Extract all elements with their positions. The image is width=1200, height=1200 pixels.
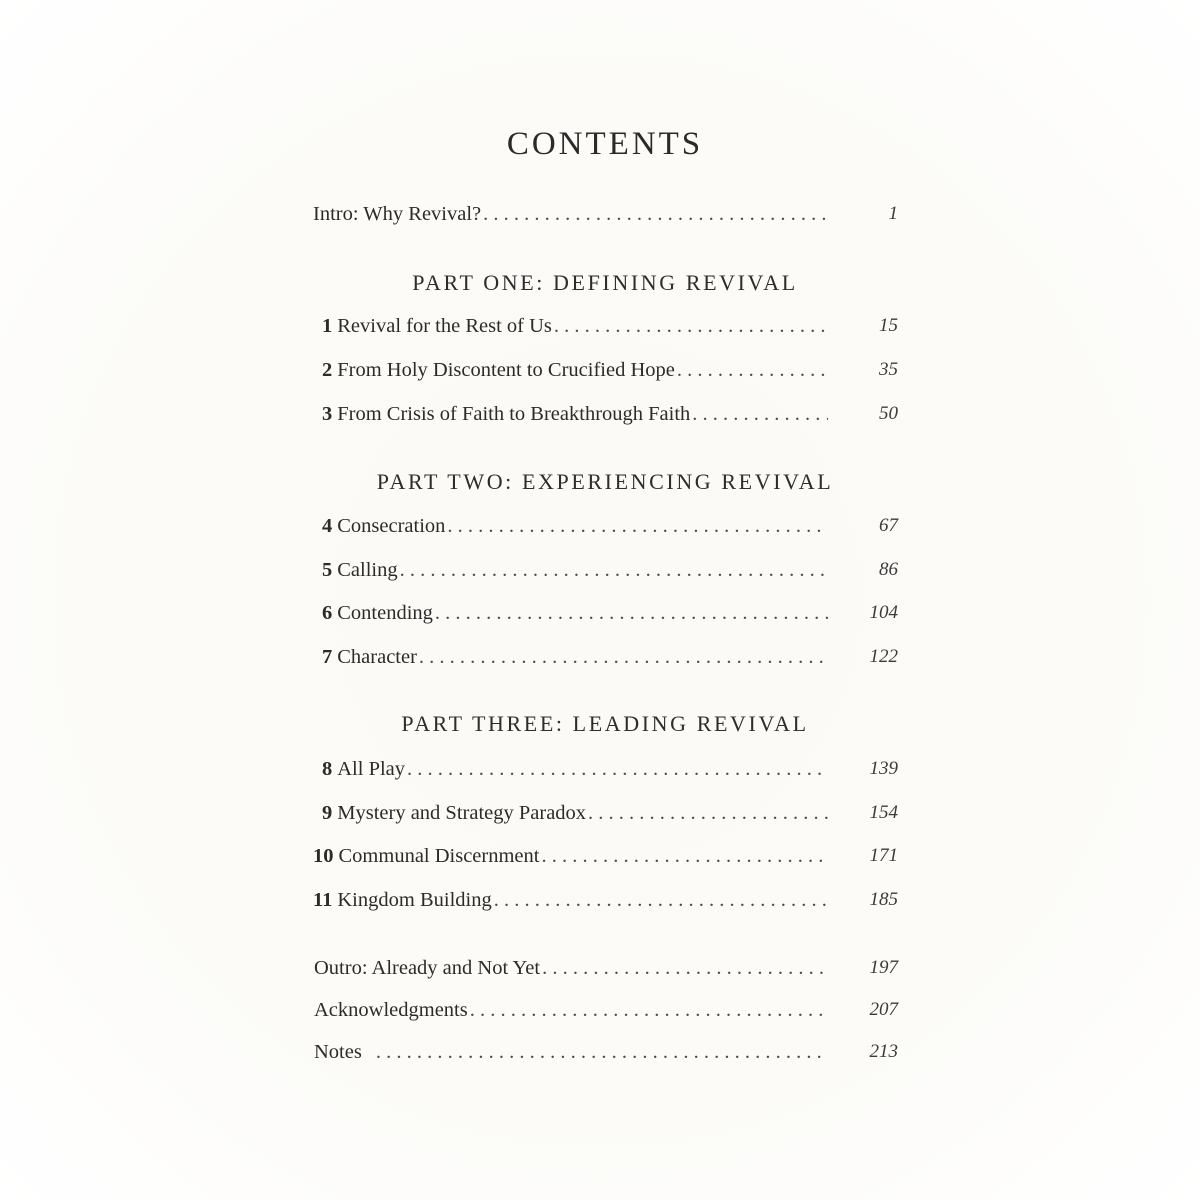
chapter-number: 5 — [322, 559, 333, 581]
dot-leader — [435, 602, 828, 625]
toc-entry-chapter-7 — [322, 646, 898, 674]
contents-title: CONTENTS — [506, 126, 704, 162]
part-three-heading: PART THREE: LEADING REVIVAL — [401, 711, 809, 736]
part-two-heading: PART TWO: EXPERIENCING REVIVAL — [376, 469, 834, 494]
entry-label: Mystery and Strategy Paradox — [337, 802, 587, 824]
page-number: 35 — [879, 359, 898, 380]
toc-entry-outro — [314, 957, 898, 985]
dot-leader — [692, 403, 828, 426]
toc-entry-chapter-1 — [322, 315, 898, 343]
toc-entry-intro — [313, 203, 898, 231]
part-one-heading: PART ONE: DEFINING REVIVAL — [412, 270, 798, 295]
dot-leader — [419, 646, 828, 669]
entry-label: Outro: Already and Not Yet — [314, 957, 541, 979]
entry-label: Calling — [337, 559, 398, 581]
chapter-number: 9 — [322, 802, 333, 824]
toc-entry-chapter-2 — [322, 359, 898, 387]
entry-label: Kingdom Building — [337, 889, 492, 911]
chapter-number: 11 — [313, 889, 333, 911]
chapter-number: 6 — [322, 602, 333, 624]
entry-label: All Play — [337, 758, 406, 780]
dot-leader — [554, 315, 828, 338]
page-number: 185 — [869, 889, 898, 910]
page-number: 213 — [869, 1041, 898, 1062]
page-number: 104 — [869, 602, 898, 623]
chapter-number: 1 — [322, 315, 333, 337]
page-number: 154 — [869, 802, 898, 823]
page-number: 15 — [879, 315, 898, 336]
toc-entry-chapter-8 — [322, 758, 898, 786]
entry-label: Revival for the Rest of Us — [337, 315, 552, 337]
entry-label: Communal Discernment — [338, 845, 540, 867]
page-number: 139 — [869, 758, 898, 779]
page-number: 67 — [879, 515, 898, 536]
dot-leader — [407, 758, 828, 781]
page-number: 197 — [869, 957, 898, 978]
page-number: 207 — [869, 999, 898, 1020]
chapter-number: 7 — [322, 646, 333, 668]
page-number: 86 — [879, 559, 898, 580]
dot-leader — [470, 999, 828, 1022]
entry-label: From Crisis of Faith to Breakthrough Faith — [337, 403, 691, 425]
chapter-number: 3 — [322, 403, 333, 425]
dot-leader — [483, 203, 828, 226]
dot-leader — [447, 515, 828, 538]
entry-label: Character — [337, 646, 417, 668]
entry-label: Contending — [337, 602, 433, 624]
toc-entry-chapter-10 — [313, 845, 898, 873]
chapter-number: 10 — [313, 845, 334, 867]
dot-leader — [400, 559, 828, 582]
toc-entry-notes — [314, 1041, 898, 1069]
dot-leader — [376, 1041, 828, 1064]
toc-entry-chapter-9 — [322, 802, 898, 830]
toc-entry-chapter-3 — [322, 403, 898, 431]
page-number: 122 — [869, 646, 898, 667]
dot-leader — [542, 957, 828, 980]
chapter-number: 8 — [322, 758, 333, 780]
page-number: 1 — [888, 203, 898, 224]
entry-label: From Holy Discontent to Crucified Hope — [337, 359, 675, 381]
toc-entry-chapter-5 — [322, 559, 898, 587]
dot-leader — [588, 802, 828, 825]
toc-entry-acknowledgments — [314, 999, 898, 1027]
entry-label: Intro: Why Revival? — [313, 203, 482, 225]
entry-label: Notes — [314, 1041, 362, 1063]
page-number: 50 — [879, 403, 898, 424]
chapter-number: 4 — [322, 515, 333, 537]
toc-entry-chapter-4 — [322, 515, 898, 543]
page-number: 171 — [869, 845, 898, 866]
toc-entry-chapter-11 — [313, 889, 898, 917]
toc-entry-chapter-6 — [322, 602, 898, 630]
chapter-number: 2 — [322, 359, 333, 381]
entry-label: Consecration — [337, 515, 446, 537]
dot-leader — [494, 889, 828, 912]
entry-label: Acknowledgments — [314, 999, 468, 1021]
dot-leader — [677, 359, 828, 382]
dot-leader — [541, 845, 828, 868]
